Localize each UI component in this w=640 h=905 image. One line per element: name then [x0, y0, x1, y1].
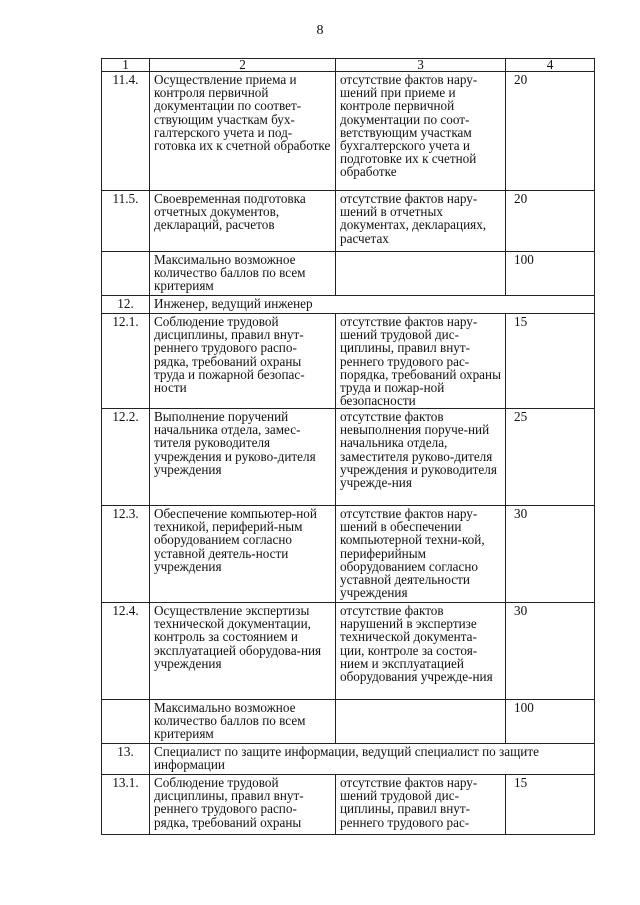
criterion-row	[102, 775, 595, 835]
score-value: 15	[506, 314, 595, 409]
score-value: 20	[506, 191, 595, 252]
criterion-text: Своевременная подготовка отчетных документов, деклараций, расчетов	[150, 191, 336, 252]
criterion-text: Обеспечение компьютер-ной техникой, периферий-ным оборудованием согласно уставной деятель-ности учреждения	[150, 506, 336, 603]
header-cell-4: 4	[506, 59, 595, 72]
row-number: 12.1.	[102, 314, 150, 409]
total-label: Максимально возможное количество баллов по всем критериям	[150, 252, 336, 296]
section-title: Специалист по защите информации, ведущий специалист по защите информации	[150, 744, 595, 775]
table-header-row	[102, 59, 595, 72]
criterion-text: Выполнение поручений начальника отдела, замес-тителя руководителя учреждения и руково-дителя учреждения	[150, 409, 336, 506]
score-value: 30	[506, 603, 595, 700]
row-number	[102, 252, 150, 296]
total-row	[102, 700, 595, 744]
header-cell-1: 1	[102, 59, 150, 72]
indicator-text	[336, 700, 506, 744]
criterion-text: Соблюдение трудовой дисциплины, правил внут-реннего трудового распо-рядка, требований охраны труда и пожарной безопас-ности	[150, 314, 336, 409]
indicator-text: отсутствие фактов нару-шений трудовой дис-циплины, правил внут-реннего трудового рас-	[336, 775, 506, 835]
score-value: 25	[506, 409, 595, 506]
indicator-text: отсутствие фактов нару-шений в отчетных документах, декларациях, расчетах	[336, 191, 506, 252]
indicator-text	[336, 252, 506, 296]
section-row	[102, 744, 595, 775]
row-number	[102, 700, 150, 744]
total-row	[102, 252, 595, 296]
row-number: 11.5.	[102, 191, 150, 252]
row-number: 12.3.	[102, 506, 150, 603]
score-value: 100	[506, 252, 595, 296]
indicator-text: отсутствие фактов нару-шений в обеспечении компьютерной техни-кой, периферийным оборудованием согласно уставной деятельности учреждения	[336, 506, 506, 603]
indicator-text: отсутствие фактов невыполнения поруче-ний начальника отдела, заместителя руково-дителя учреждения и руководителя учрежде-ния	[336, 409, 506, 506]
row-number: 12.2.	[102, 409, 150, 506]
header-cell-3: 3	[336, 59, 506, 72]
criterion-row	[102, 506, 595, 603]
criterion-text: Осуществление приема и контроля первичной документации по соответ-ствующим участкам бух-галтерского учета и под-готовка их к счетной обработке	[150, 72, 336, 191]
criteria-table	[101, 58, 595, 835]
page-number: 8	[316, 23, 324, 38]
criterion-row	[102, 409, 595, 506]
score-value: 30	[506, 506, 595, 603]
score-value: 100	[506, 700, 595, 744]
section-number: 12.	[102, 296, 150, 314]
score-value: 15	[506, 775, 595, 835]
row-number: 11.4.	[102, 72, 150, 191]
row-number: 13.1.	[102, 775, 150, 835]
criterion-row	[102, 603, 595, 700]
criterion-row	[102, 72, 595, 191]
row-number: 12.4.	[102, 603, 150, 700]
score-value: 20	[506, 72, 595, 191]
section-title: Инженер, ведущий инженер	[150, 296, 595, 314]
section-number: 13.	[102, 744, 150, 775]
indicator-text: отсутствие фактов нару-шений при приеме и контроле первичной документации по соот-ветствующим участкам бухгалтерского учета и подготовке их к счетной обработке	[336, 72, 506, 191]
criterion-row	[102, 191, 595, 252]
criterion-row	[102, 314, 595, 409]
header-cell-2: 2	[150, 59, 336, 72]
indicator-text: отсутствие фактов нару-шений трудовой дис-циплины, правил внут-реннего трудового рас-порядка, требований охраны труда и пожар-ной безопасности	[336, 314, 506, 409]
section-row	[102, 296, 595, 314]
total-label: Максимально возможное количество баллов по всем критериям	[150, 700, 336, 744]
criterion-text: Осуществление экспертизы технической документации, контроль за состоянием и эксплуатацией оборудова-ния учреждения	[150, 603, 336, 700]
criterion-text: Соблюдение трудовой дисциплины, правил внут-реннего трудового распо-рядка, требований охраны	[150, 775, 336, 835]
indicator-text: отсутствие фактов нарушений в экспертизе технической документа-ции, контроле за состоя-нием и эксплуатацией оборудования учрежде-ния	[336, 603, 506, 700]
